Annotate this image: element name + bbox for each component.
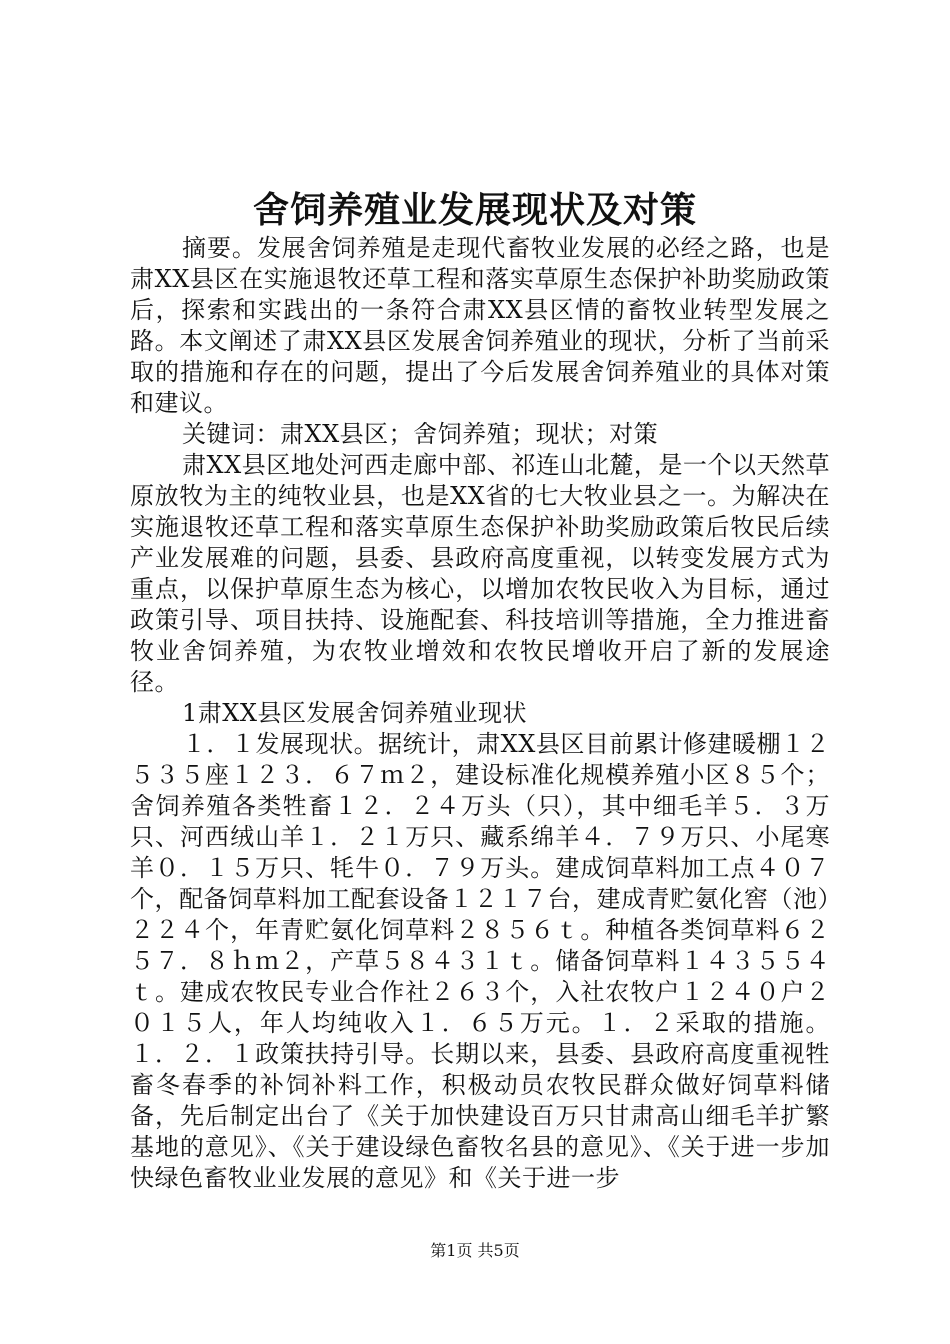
page-footer: 第1页 共5页	[430, 1241, 520, 1260]
intro-paragraph: 肃XX县区地处河西走廊中部、祁连山北麓，是一个以天然草原放牧为主的纯牧业县，也是XX省的七大牧业县之一。为解决在实施退牧还草工程和落实草原生态保护补助奖励政策后牧民后续产业发展难的问题，县委、县政府高度重视，以转变发展方式为重点，以保护草原生态为核心，以增加农牧民收入为目标，通过政策引导、项目扶持、设施配套、科技培训等措施，全力推进畜牧业舍饲养殖，为农牧业增效和农牧民增收开启了新的发展途径。	[130, 451, 830, 696]
section-heading: 1肃XX县区发展舍饲养殖业现状	[182, 699, 527, 727]
status-paragraph: １．１发展现状。据统计，肃XX县区目前累计修建暖棚１２５３５座１２３．６７ｍ２，建设标准化规模养殖小区８５个；舍饲养殖各类牲畜１２．２４万头（只），其中细毛羊５．３万只、河西绒山羊１．２１万只、藏系绵羊４．７９万只、小尾寒羊０．１５万只、牦牛０．７９万头。建成饲草料加工点４０７个，配备饲草料加工配套设备１２１７台，建成青贮氨化窖（池）２２４个，年青贮氨化饲草料２８５６ｔ。种植各类饲草料６２５７．８ｈｍ２，产草５８４３１ｔ。储备饲草料１４３５５４ｔ。建成农牧民专业合作社２６３个，入社农牧户１２４０户２０１５人，年人均纯收入１．６５万元。１．２采取的措施。１．２．１政策扶持引导。长期以来，县委、县政府高度重视牲畜冬春季的补饲补料工作，积极动员农牧民群众做好饲草料储备，先后制定出台了《关于加快建设百万只甘肃高山细毛羊扩繁基地的意见》、《关于建设绿色畜牧名县的意见》、《关于进一步加快绿色畜牧业业发展的意见》和《关于进一步	[130, 730, 830, 1192]
abstract-paragraph: 摘要。发展舍饲养殖是走现代畜牧业发展的必经之路，也是肃XX县区在实施退牧还草工程和落实草原生态保护补助奖励政策后，探索和实践出的一条符合肃XX县区情的畜牧业转型发展之路。本文阐述了肃XX县区发展舍饲养殖业的现状，分析了当前采取的措施和存在的问题，提出了今后发展舍饲养殖业的具体对策和建议。	[130, 234, 830, 417]
keywords-paragraph: 关键词：肃XX县区；舍饲养殖；现状；对策	[182, 420, 659, 448]
document-body	[130, 233, 830, 1194]
document-title: 舍饲养殖业发展现状及对策	[252, 189, 697, 231]
